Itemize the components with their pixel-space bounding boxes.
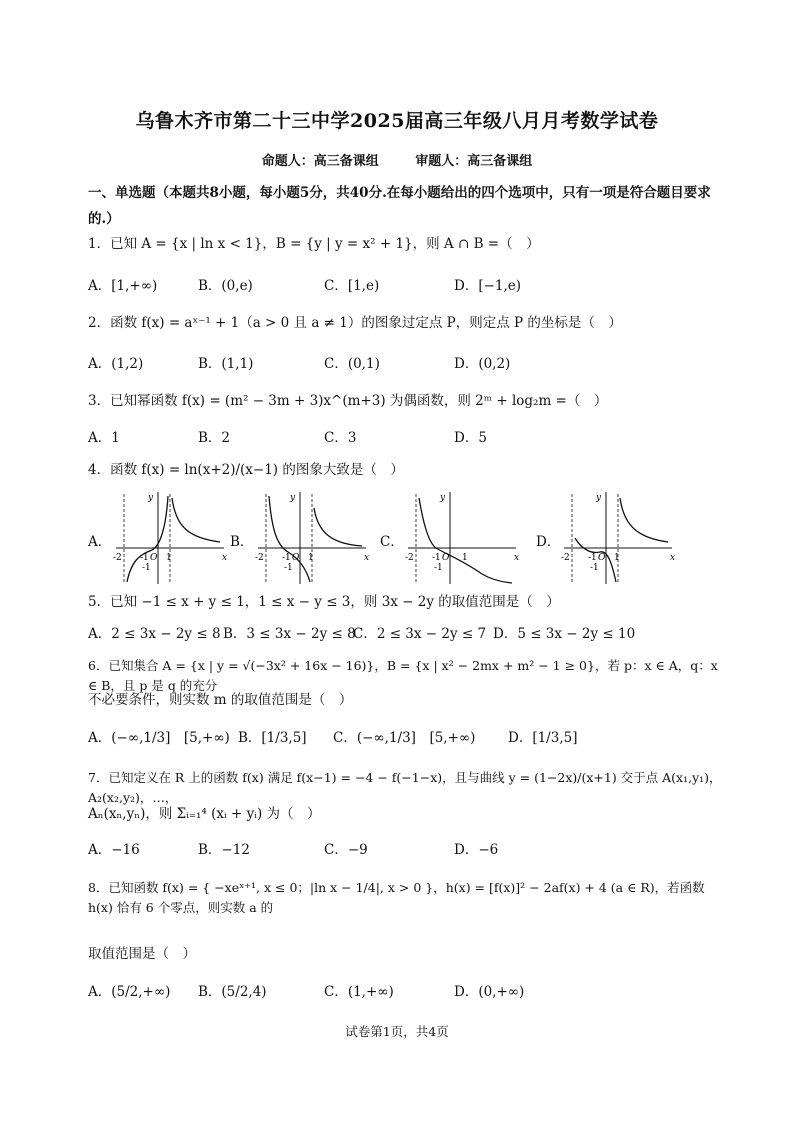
tick-one: 1 (614, 553, 620, 563)
question-5-options (88, 622, 728, 644)
tick-neg2: -2 (113, 553, 122, 563)
option-a: A．(5/2,+∞) (88, 984, 171, 1000)
label-x: x (670, 553, 676, 563)
section-heading: 一、单选题（本题共8小题，每小题5分，共40分.在每小题给出的四个选项中，只有一项是符合题目要求的.） (88, 185, 711, 227)
tick-neg1: -1 (588, 553, 597, 563)
option-b: B．(5/2,4) (198, 984, 267, 1000)
question-1 (88, 234, 728, 254)
question-number: 1． (88, 236, 111, 252)
tick-one: 1 (308, 553, 314, 563)
question-8-cont: 取值范围是（ ） (88, 946, 196, 962)
question-6-options (88, 726, 728, 748)
graph-a-plot (110, 488, 230, 588)
label-x: x (364, 553, 370, 563)
option-a: A．[1,+∞) (88, 278, 158, 294)
tick-origin: O (292, 553, 300, 563)
exam-title: 乌鲁木齐市第二十三中学2025届高三年级八月月考数学试卷 (135, 110, 659, 132)
question-3-options (88, 426, 728, 448)
question-number: 5． (88, 594, 111, 610)
option-c: C． (380, 534, 404, 550)
question-text: 函数 f(x) = ln(x+2)/(x−1) 的图象大致是（ ） (110, 462, 404, 478)
question-4 (88, 460, 728, 480)
tick-negone-y: -1 (590, 563, 599, 573)
curve-right-branch (314, 508, 362, 546)
label-x: x (222, 553, 228, 563)
tick-neg1: -1 (432, 553, 441, 563)
question-text: 函数 f(x) = aˣ⁻¹ + 1（a > 0 且 a ≠ 1）的图象过定点 P，则定点 P 的坐标是（ ） (110, 315, 622, 331)
question-number: 2． (88, 315, 111, 331)
curve (419, 498, 512, 583)
option-d: D．−6 (454, 842, 499, 858)
question-2 (88, 313, 728, 333)
tick-neg2: -2 (561, 553, 570, 563)
label-y: y (596, 493, 602, 503)
option-b: B．(0,e) (198, 278, 253, 294)
option-a: A．2 ≤ 3x − 2y ≤ 8 (88, 626, 221, 642)
graph-c-plot (402, 488, 522, 588)
option-c: C．[1,e) (324, 278, 380, 294)
option-b: B． (230, 534, 254, 550)
label-x: x (514, 553, 520, 563)
question-1-options (88, 274, 728, 296)
option-a: A．1 (88, 430, 120, 446)
graph-b-plot (252, 488, 372, 588)
option-c: C．(−∞,1/3] [5,+∞) (333, 730, 476, 746)
tick-neg1: -1 (140, 553, 149, 563)
tick-origin: O (598, 553, 606, 563)
question-7-cont: Aₙ(xₙ,yₙ)，则 Σᵢ₌₁⁴ (xᵢ + yᵢ) 为（ ） (88, 806, 321, 822)
question-2-options (88, 352, 728, 374)
label-y: y (440, 493, 446, 503)
question-8-options (88, 980, 728, 1002)
question-number: 7． (88, 770, 109, 785)
tick-neg1: -1 (282, 553, 291, 563)
label-y: y (148, 493, 154, 503)
question-number: 8． (88, 880, 109, 895)
graph-option-c (380, 488, 530, 598)
option-a: A．−16 (88, 842, 140, 858)
question-text: 已知定义在 R 上的函数 f(x) 满足 f(x−1) = −4 − f(−1−x)，且与曲线 y = (1−2x)/(x+1) 交于点 A(x₁,y₁)，A₂(x₂,y₂)，…， (88, 770, 722, 805)
reviewer: 审题人：高三备课组 (415, 154, 533, 169)
tick-origin: O (150, 553, 158, 563)
option-b: B．3 ≤ 3x − 2y ≤ 8 (223, 626, 356, 642)
graph-option-b (230, 488, 380, 598)
page-footer: 试卷第1页，共4页 (345, 1024, 449, 1039)
option-a: A．(−∞,1/3] [5,+∞) (88, 730, 230, 746)
option-c: C．−9 (324, 842, 368, 858)
graph-option-a (88, 488, 238, 598)
question-7 (88, 768, 728, 808)
question-text: 已知集合 A = {x | y = √(−3x² + 16x − 16)}，B = {x | x² − 2mx + m² − 1 ≥ 0}，若 p：x ∈ A，q：x ∈ B，且 p 是 q 的充分 (88, 658, 718, 693)
tick-origin: O (442, 553, 450, 563)
option-c: C．2 ≤ 3x − 2y ≤ 7 (353, 626, 487, 642)
tick-negone-y: -1 (284, 563, 293, 573)
option-a: A．(1,2) (88, 356, 144, 372)
option-d: D．5 (454, 430, 487, 446)
question-text: 已知 A = {x | ln x < 1}，B = {y | y = x² + 1}，则 A ∩ B =（ ） (110, 236, 540, 252)
authors-line (0, 150, 794, 169)
question-8 (88, 878, 728, 918)
tick-negone-y: -1 (434, 563, 443, 573)
question-number: 3． (88, 393, 111, 409)
question-3 (88, 391, 728, 411)
label-y: y (290, 493, 296, 503)
option-d: D．(0,+∞) (454, 984, 525, 1000)
option-d: D． (536, 534, 561, 550)
option-d: D．(0,2) (454, 356, 511, 372)
curve-right-branch (620, 498, 668, 542)
tick-one: 1 (166, 553, 172, 563)
option-a: A． (88, 534, 112, 550)
option-d: D．[1/3,5] (508, 730, 578, 746)
question-number: 4． (88, 462, 111, 478)
question-text: 已知幂函数 f(x) = (m² − 3m + 3)x^(m+3) 为偶函数，则 2ᵐ + log₂m =（ ） (110, 393, 608, 409)
question-4-graph-options (88, 488, 728, 598)
option-b: B．[1/3,5] (238, 730, 307, 746)
question-5 (88, 592, 728, 612)
tick-neg2: -2 (255, 553, 264, 563)
question-text: 已知函数 f(x) = { −xeˣ⁺¹, x ≤ 0；|ln x − 1/4|, x > 0 }，h(x) = [f(x)]² − 2af(x) + 4 (a ∈ R)，若函数 h(x) 恰有 6 个零点，则实数 a 的 (88, 880, 705, 915)
setter: 命题人：高三备课组 (261, 154, 379, 169)
option-c: C．(0,1) (324, 356, 380, 372)
curve-right-branch (172, 498, 220, 542)
graph-option-d (536, 488, 686, 598)
question-7-options (88, 838, 728, 860)
option-b: B．2 (198, 430, 231, 446)
option-c: C．3 (324, 430, 357, 446)
option-b: B．(1,1) (198, 356, 254, 372)
option-c: C．(1,+∞) (324, 984, 394, 1000)
tick-neg2: -2 (405, 553, 414, 563)
tick-one: 1 (462, 553, 468, 563)
graph-d-plot (558, 488, 678, 588)
option-d: D．[−1,e) (454, 278, 522, 294)
option-d: D．5 ≤ 3x − 2y ≤ 10 (493, 626, 636, 642)
question-number: 6． (88, 658, 109, 673)
option-b: B．−12 (198, 842, 250, 858)
question-text: 已知 −1 ≤ x + y ≤ 1，1 ≤ x − y ≤ 3，则 3x − 2y 的取值范围是（ ） (110, 594, 560, 610)
question-6-cont: 不必要条件，则实数 m 的取值范围是（ ） (88, 692, 353, 708)
tick-negone-y: -1 (142, 563, 151, 573)
